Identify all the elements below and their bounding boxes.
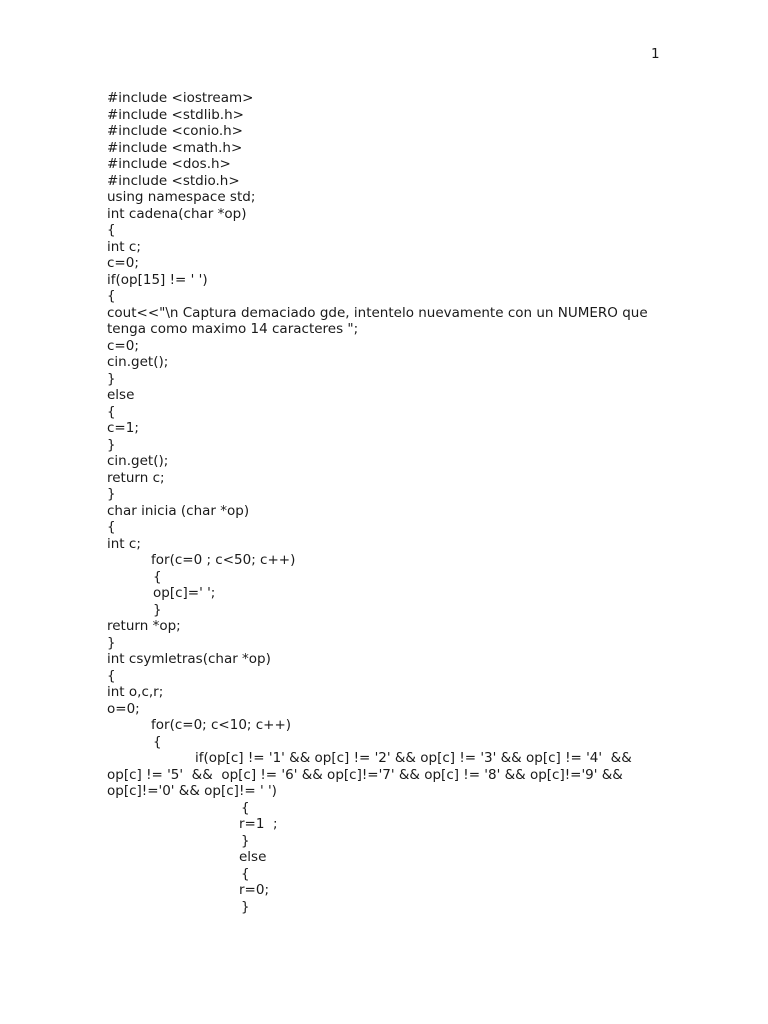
code-line: return *op; <box>107 618 181 634</box>
code-line: { <box>107 403 116 420</box>
source-code-listing <box>107 90 707 915</box>
code-line: return c; <box>107 469 165 486</box>
code-line: int c; <box>107 238 141 255</box>
code-line: int cadena(char *op) <box>107 205 247 222</box>
code-line: } <box>107 370 116 387</box>
code-line: } <box>107 436 116 453</box>
code-line: { <box>153 733 162 750</box>
code-line: for(c=0; c<10; c++) <box>151 717 292 733</box>
code-line: op[c]=' '; <box>153 585 216 601</box>
code-line: } <box>153 601 162 618</box>
code-line: using namespace std; <box>107 189 256 205</box>
code-line: r=0; <box>239 882 269 898</box>
code-line: c=0; <box>107 337 139 354</box>
code-line: int o,c,r; <box>107 684 164 700</box>
code-line: if(op[c] != '1' && op[c] != '2' && op[c] != '3' && op[c] != '4' && <box>195 750 632 766</box>
page-number: 1 <box>651 46 660 62</box>
code-line: #include <math.h> <box>107 139 243 156</box>
code-line: int c; <box>107 535 141 552</box>
code-line: { <box>107 519 116 535</box>
code-line: { <box>107 667 116 684</box>
code-line: cin.get(); <box>107 354 169 370</box>
code-line: c=1; <box>107 420 139 436</box>
code-line: } <box>241 832 250 849</box>
code-line: } <box>107 486 116 502</box>
code-line: cin.get(); <box>107 453 169 469</box>
code-line: r=1 ; <box>239 816 278 832</box>
code-line: o=0; <box>107 700 140 717</box>
code-line: for(c=0 ; c<50; c++) <box>151 552 296 568</box>
code-line: int csymletras(char *op) <box>107 651 271 667</box>
code-line: else <box>239 849 267 865</box>
code-line: { <box>153 568 162 585</box>
code-line: #include <conio.h> <box>107 123 243 139</box>
code-line: c=0; <box>107 255 139 271</box>
code-line: tenga como maximo 14 caracteres "; <box>107 321 359 337</box>
code-line: else <box>107 387 135 403</box>
code-line: if(op[15] != ' ') <box>107 271 208 288</box>
code-line: { <box>241 865 250 882</box>
code-line: #include <iostream> <box>107 90 254 106</box>
code-line: op[c]!='0' && op[c]!= ' ') <box>107 783 277 799</box>
code-line: { <box>107 222 116 238</box>
code-line: char inicia (char *op) <box>107 502 250 519</box>
code-line: } <box>241 898 250 915</box>
code-line: op[c] != '5' && op[c] != '6' && op[c]!='7' && op[c] != '8' && op[c]!='9' && <box>107 766 623 783</box>
code-line: { <box>241 799 250 816</box>
code-line: #include <stdlib.h> <box>107 106 244 123</box>
code-line: } <box>107 634 116 651</box>
code-line: cout<<"\n Captura demaciado gde, intentelo nuevamente con un NUMERO que <box>107 304 648 321</box>
code-line: #include <stdio.h> <box>107 172 240 189</box>
code-line: #include <dos.h> <box>107 156 231 172</box>
code-line: { <box>107 288 116 304</box>
